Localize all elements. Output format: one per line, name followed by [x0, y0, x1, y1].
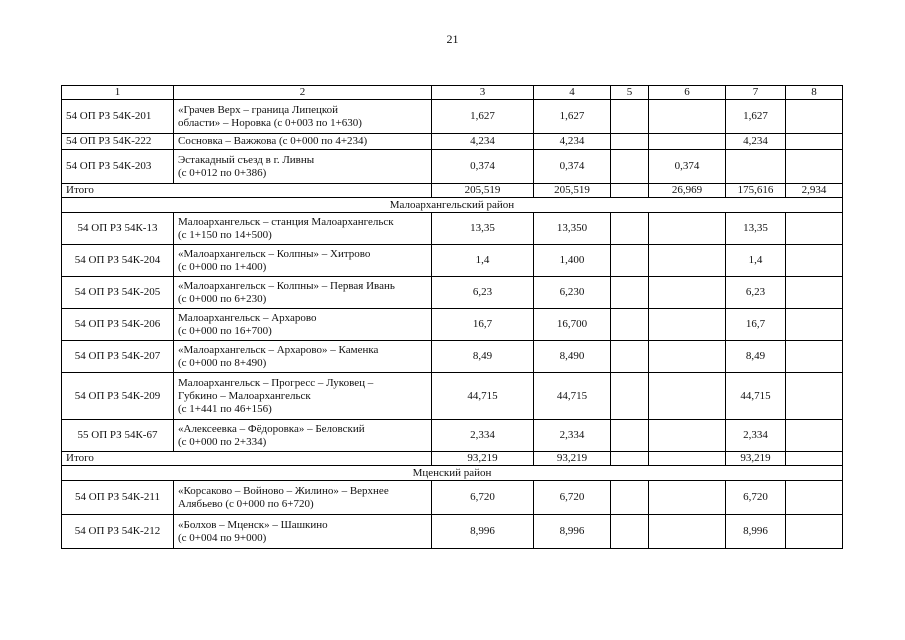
header-col-1: 1 [62, 86, 174, 100]
road-code: 54 ОП РЗ 54К-13 [62, 213, 174, 245]
road-name-line: Малоархангельск – станция Малоархангельск [178, 215, 394, 228]
value-c7: 16,7 [726, 309, 786, 341]
road-name-line: «Корсаково – Войново – Жилино» – Верхнее [178, 484, 389, 497]
road-code: 54 ОП РЗ 54К-206 [62, 309, 174, 341]
road-code: 54 ОП РЗ 54К-205 [62, 277, 174, 309]
total-c3: 205,519 [432, 184, 534, 198]
total-c3: 93,219 [432, 452, 534, 466]
value-c3: 6,720 [432, 481, 534, 515]
header-col-7: 7 [726, 86, 786, 100]
value-c7: 8,996 [726, 515, 786, 549]
value-c7: 6,720 [726, 481, 786, 515]
table-row [62, 515, 843, 549]
value-c8 [786, 100, 843, 134]
value-c6 [649, 515, 726, 549]
header-col-4: 4 [534, 86, 611, 100]
value-c6: 0,374 [649, 150, 726, 184]
header-col-5: 5 [611, 86, 649, 100]
value-c7: 6,23 [726, 277, 786, 309]
road-name-line: Малоархангельск – Прогресс – Луковец – [178, 376, 374, 389]
table-row [62, 373, 843, 420]
road-code: 55 ОП РЗ 54К-67 [62, 420, 174, 452]
road-name-line: (с 0+004 по 9+000) [178, 531, 267, 544]
value-c3: 13,35 [432, 213, 534, 245]
value-c4: 44,715 [534, 373, 611, 420]
value-c4: 0,374 [534, 150, 611, 184]
total-label: Итого [62, 452, 432, 466]
road-name-line: «Малоархангельск – Колпны» – Первая Ивань [178, 279, 395, 292]
value-c8 [786, 341, 843, 373]
road-code: 54 ОП РЗ 54К-211 [62, 481, 174, 515]
value-c8 [786, 213, 843, 245]
page-number: 21 [446, 32, 459, 46]
road-name-line: Губкино – Малоархангельск [178, 389, 311, 402]
value-c7: 2,334 [726, 420, 786, 452]
value-c5 [611, 420, 649, 452]
value-c8 [786, 309, 843, 341]
value-c5 [611, 373, 649, 420]
road-name [174, 213, 432, 245]
total-label: Итого [62, 184, 432, 198]
road-name-line: «Болхов – Мценск» – Шашкино [178, 518, 328, 531]
value-c5 [611, 515, 649, 549]
value-c7: 1,627 [726, 100, 786, 134]
value-c3: 44,715 [432, 373, 534, 420]
road-name-line: (с 1+441 по 46+156) [178, 402, 272, 415]
value-c8 [786, 134, 843, 150]
value-c3: 0,374 [432, 150, 534, 184]
table-row [62, 481, 843, 515]
table-row [62, 277, 843, 309]
value-c3: 8,996 [432, 515, 534, 549]
value-c6 [649, 134, 726, 150]
value-c8 [786, 373, 843, 420]
road-name [174, 277, 432, 309]
total-row [62, 452, 843, 466]
road-name-line: Малоархангельск – Архарово [178, 311, 317, 324]
value-c5 [611, 100, 649, 134]
value-c7: 4,234 [726, 134, 786, 150]
header-col-2: 2 [174, 86, 432, 100]
table-row [62, 213, 843, 245]
value-c6 [649, 373, 726, 420]
total-c6 [649, 452, 726, 466]
value-c5 [611, 481, 649, 515]
value-c6 [649, 213, 726, 245]
road-name-line: (с 1+150 по 14+500) [178, 228, 272, 241]
road-name [174, 373, 432, 420]
total-c8 [786, 452, 843, 466]
table-row [62, 134, 843, 150]
district-row [62, 198, 843, 213]
table-row [62, 341, 843, 373]
road-name-line: Алябьево (с 0+000 по 6+720) [178, 497, 314, 510]
value-c8 [786, 515, 843, 549]
total-c7: 93,219 [726, 452, 786, 466]
value-c6 [649, 481, 726, 515]
value-c8 [786, 277, 843, 309]
road-name-line: (с 0+000 по 16+700) [178, 324, 272, 337]
total-row [62, 184, 843, 198]
value-c4: 2,334 [534, 420, 611, 452]
value-c7 [726, 150, 786, 184]
value-c3: 1,627 [432, 100, 534, 134]
value-c4: 16,700 [534, 309, 611, 341]
value-c3: 16,7 [432, 309, 534, 341]
value-c4: 6,720 [534, 481, 611, 515]
value-c8 [786, 420, 843, 452]
value-c5 [611, 341, 649, 373]
total-c8: 2,934 [786, 184, 843, 198]
value-c7: 1,4 [726, 245, 786, 277]
total-c5 [611, 184, 649, 198]
value-c5 [611, 213, 649, 245]
road-name [174, 134, 432, 150]
road-code: 54 ОП РЗ 54К-222 [62, 134, 174, 150]
value-c7: 44,715 [726, 373, 786, 420]
value-c4: 13,350 [534, 213, 611, 245]
road-name [174, 515, 432, 549]
value-c5 [611, 134, 649, 150]
value-c4: 8,996 [534, 515, 611, 549]
road-code: 54 ОП РЗ 54К-201 [62, 100, 174, 134]
value-c4: 6,230 [534, 277, 611, 309]
total-c4: 205,519 [534, 184, 611, 198]
table-row [62, 100, 843, 134]
value-c8 [786, 481, 843, 515]
road-name [174, 150, 432, 184]
table-row [62, 150, 843, 184]
value-c4: 8,490 [534, 341, 611, 373]
road-code: 54 ОП РЗ 54К-203 [62, 150, 174, 184]
road-code: 54 ОП РЗ 54К-207 [62, 341, 174, 373]
header-col-3: 3 [432, 86, 534, 100]
value-c8 [786, 245, 843, 277]
value-c3: 6,23 [432, 277, 534, 309]
value-c6 [649, 420, 726, 452]
value-c4: 4,234 [534, 134, 611, 150]
road-name [174, 481, 432, 515]
road-name-line: (с 0+000 по 2+334) [178, 435, 267, 448]
road-name [174, 341, 432, 373]
value-c3: 2,334 [432, 420, 534, 452]
total-c6: 26,969 [649, 184, 726, 198]
district-title: Малоархангельский район [62, 198, 843, 213]
road-name-line: (с 0+000 по 8+490) [178, 356, 267, 369]
road-code: 54 ОП РЗ 54К-204 [62, 245, 174, 277]
district-title: Мценский район [62, 466, 843, 481]
total-c5 [611, 452, 649, 466]
road-name-line: области» – Норовка (с 0+003 по 1+630) [178, 116, 362, 129]
road-name-line: «Алексеевка – Фёдоровка» – Беловский [178, 422, 365, 435]
value-c6 [649, 277, 726, 309]
table-row [62, 245, 843, 277]
road-name [174, 309, 432, 341]
road-name-line: Сосновка – Важжова (с 0+000 по 4+234) [178, 135, 368, 147]
road-code: 54 ОП РЗ 54К-209 [62, 373, 174, 420]
table-row [62, 309, 843, 341]
road-name [174, 420, 432, 452]
value-c6 [649, 245, 726, 277]
value-c7: 13,35 [726, 213, 786, 245]
value-c6 [649, 341, 726, 373]
road-code: 54 ОП РЗ 54К-212 [62, 515, 174, 549]
value-c5 [611, 245, 649, 277]
road-name-line: «Грачев Верх – граница Липецкой [178, 103, 339, 116]
total-c7: 175,616 [726, 184, 786, 198]
value-c3: 8,49 [432, 341, 534, 373]
road-name-line: Эстакадный съезд в г. Ливны [178, 153, 315, 166]
value-c5 [611, 277, 649, 309]
value-c7: 8,49 [726, 341, 786, 373]
value-c6 [649, 100, 726, 134]
value-c4: 1,400 [534, 245, 611, 277]
roads-registry-table [61, 85, 843, 549]
value-c4: 1,627 [534, 100, 611, 134]
total-c4: 93,219 [534, 452, 611, 466]
value-c5 [611, 309, 649, 341]
table-body [62, 86, 843, 549]
road-name-line: «Малоархангельск – Архарово» – Каменка [178, 343, 379, 356]
road-name-line: (с 0+000 по 1+400) [178, 260, 267, 273]
header-col-6: 6 [649, 86, 726, 100]
value-c3: 1,4 [432, 245, 534, 277]
road-name [174, 100, 432, 134]
road-name-line: (с 0+012 по 0+386) [178, 166, 267, 179]
road-name [174, 245, 432, 277]
value-c3: 4,234 [432, 134, 534, 150]
table-header-row [62, 86, 843, 100]
value-c8 [786, 150, 843, 184]
value-c5 [611, 150, 649, 184]
header-col-8: 8 [786, 86, 843, 100]
road-name-line: (с 0+000 по 6+230) [178, 292, 267, 305]
table-row [62, 420, 843, 452]
road-name-line: «Малоархангельск – Колпны» – Хитрово [178, 247, 371, 260]
district-row [62, 466, 843, 481]
value-c6 [649, 309, 726, 341]
